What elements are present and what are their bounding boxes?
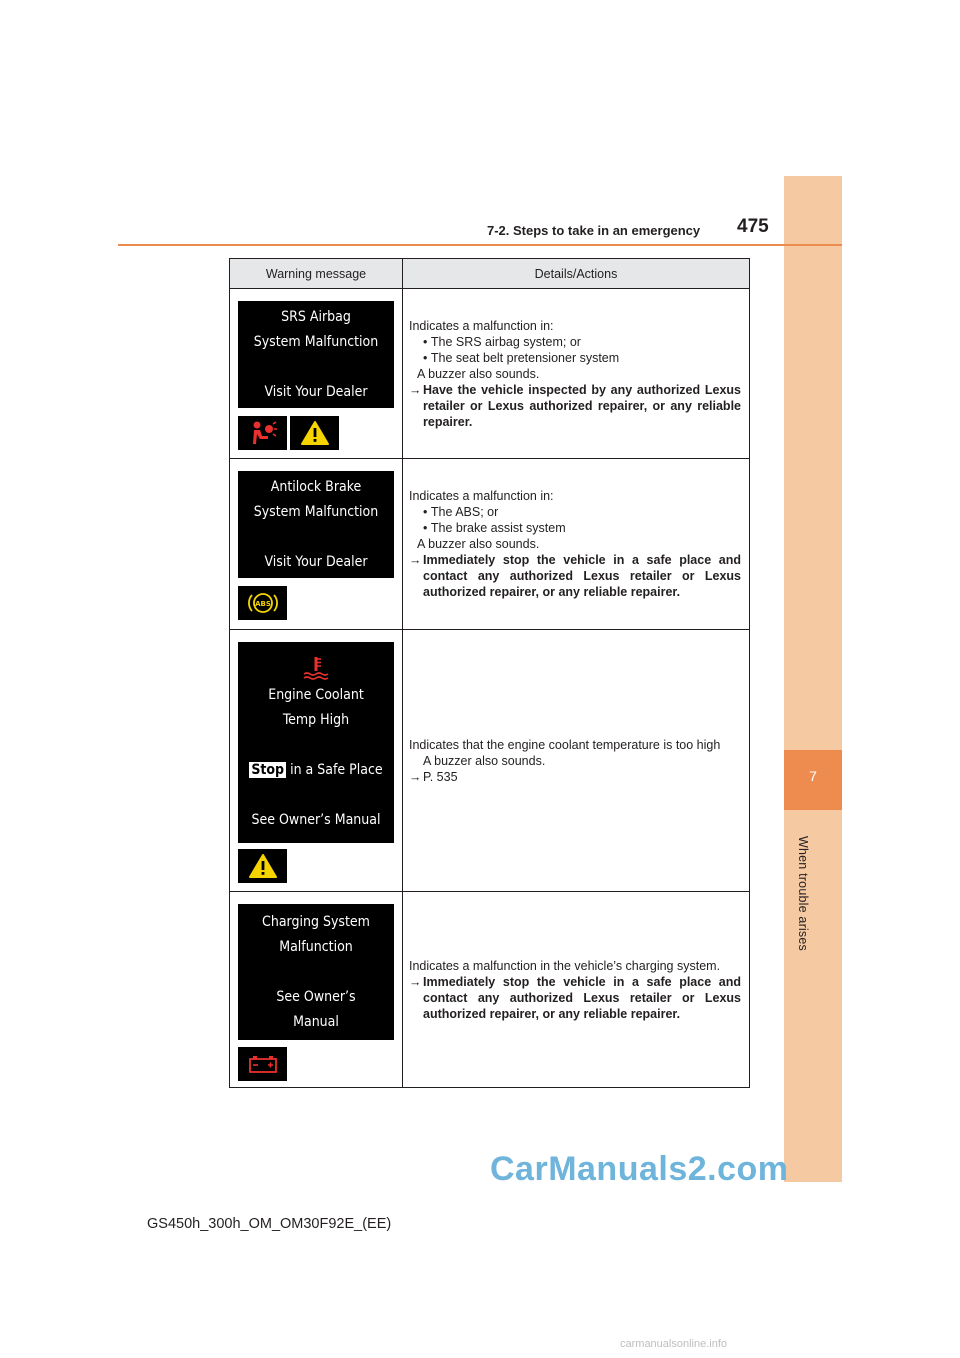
master-warning-icon — [238, 849, 287, 883]
display-line: Antilock Brake — [270, 478, 362, 495]
column-header-warning-message: Warning message — [230, 259, 403, 288]
details-intro: Indicates a malfunction in: — [409, 489, 554, 503]
display-line: See Owner’s — [276, 988, 356, 1005]
display-line: See Owner’s Manual — [251, 811, 381, 828]
srs-airbag-display — [238, 301, 394, 408]
table-row — [230, 892, 749, 1087]
details-intro: Indicates that the engine coolant temperature is too high — [409, 737, 721, 752]
details-intro: Indicates a malfunction in: — [409, 318, 554, 333]
details-actions-cell — [403, 289, 749, 458]
details-action — [409, 769, 741, 785]
display-line: System Malfunction — [253, 333, 379, 350]
display-line: Visit Your Dealer — [264, 553, 368, 570]
warning-message-cell — [230, 289, 403, 458]
bullet-symbol: • — [423, 334, 428, 349]
bullet-symbol: • — [423, 505, 428, 519]
action-text: Immediately stop the vehicle in a safe place and contact any authorized Lexus retailer or Lexus authorized repairer, or any reliable repairer. — [423, 553, 741, 599]
column-header-details-actions: Details/Actions — [534, 266, 618, 281]
details-note: A buzzer also sounds. — [423, 753, 546, 768]
details-note: A buzzer also sounds. — [417, 537, 540, 551]
table-row — [230, 630, 749, 892]
details-note: A buzzer also sounds. — [417, 366, 540, 381]
action-text: Have the vehicle inspected by any authorized Lexus retailer or Lexus authorized repairer, or any reliable repairer. — [423, 382, 741, 429]
battery-icon — [238, 1047, 287, 1081]
table-header — [230, 259, 749, 289]
warning-message-table — [229, 258, 750, 1088]
display-line: Malfunction — [279, 938, 353, 955]
svg-text:ABS: ABS — [254, 600, 271, 608]
details-actions-cell — [403, 630, 749, 891]
charging-system-display — [238, 904, 394, 1040]
warning-message-cell — [230, 630, 403, 891]
bullet-symbol: • — [423, 350, 428, 365]
display-line: Stop in a Safe Place — [251, 761, 383, 778]
details-action — [409, 974, 741, 1022]
page-number: 475 — [737, 216, 769, 237]
page-reference-link[interactable]: P. 535 — [423, 769, 458, 784]
document-code: GS450h_300h_OM_OM30F92E_(EE) — [147, 1216, 392, 1232]
engine-coolant-display — [238, 642, 394, 843]
antilock-brake-display — [238, 471, 394, 578]
arrow-icon: → — [409, 769, 422, 784]
abs-warning-icon — [238, 586, 287, 620]
warning-message-cell — [230, 459, 403, 629]
display-line: Temp High — [282, 711, 350, 728]
details-action — [409, 552, 741, 600]
chapter-side-tab — [784, 176, 842, 1182]
bullet-symbol: • — [423, 521, 428, 535]
display-line: System Malfunction — [253, 503, 379, 520]
chapter-title: When trouble arises — [796, 836, 810, 951]
bottom-watermark: carmanualsonline.info — [620, 1338, 728, 1350]
section-title: 7-2. Steps to take in an emergency — [487, 223, 701, 238]
display-line: Manual — [293, 1013, 339, 1030]
details-action — [409, 382, 741, 430]
details-actions-cell — [403, 892, 749, 1087]
details-bullet: • The seat belt pretensioner system — [423, 350, 620, 365]
display-line: Charging System — [262, 913, 370, 930]
display-line: Engine Coolant — [268, 686, 364, 703]
action-text: Immediately stop the vehicle in a safe place and contact any authorized Lexus retailer or Lexus authorized repairer, or any reliable repairer. — [423, 974, 741, 1021]
details-bullet: • The ABS; or — [423, 505, 499, 519]
display-line: Visit Your Dealer — [264, 383, 368, 400]
warning-message-cell — [230, 892, 403, 1087]
chapter-number: 7 — [809, 768, 817, 784]
table-row — [230, 459, 749, 630]
airbag-warning-icon — [238, 416, 287, 450]
details-actions-cell — [403, 459, 749, 629]
master-warning-icon — [290, 416, 339, 450]
details-bullet: • The SRS airbag system; or — [423, 334, 581, 349]
details-intro: Indicates a malfunction in the vehicle’s charging system. — [409, 958, 721, 973]
table-row — [230, 289, 749, 459]
watermark: CarManuals2.com — [490, 1150, 789, 1188]
coolant-temp-icon — [301, 653, 331, 683]
details-bullet: • The brake assist system — [423, 521, 566, 535]
stop-tag: Stop — [251, 761, 285, 778]
arrow-icon: → — [409, 382, 422, 397]
header-rule — [118, 244, 842, 246]
display-line: SRS Airbag — [281, 308, 351, 325]
arrow-icon: → — [409, 974, 422, 989]
arrow-icon: → — [409, 553, 422, 567]
